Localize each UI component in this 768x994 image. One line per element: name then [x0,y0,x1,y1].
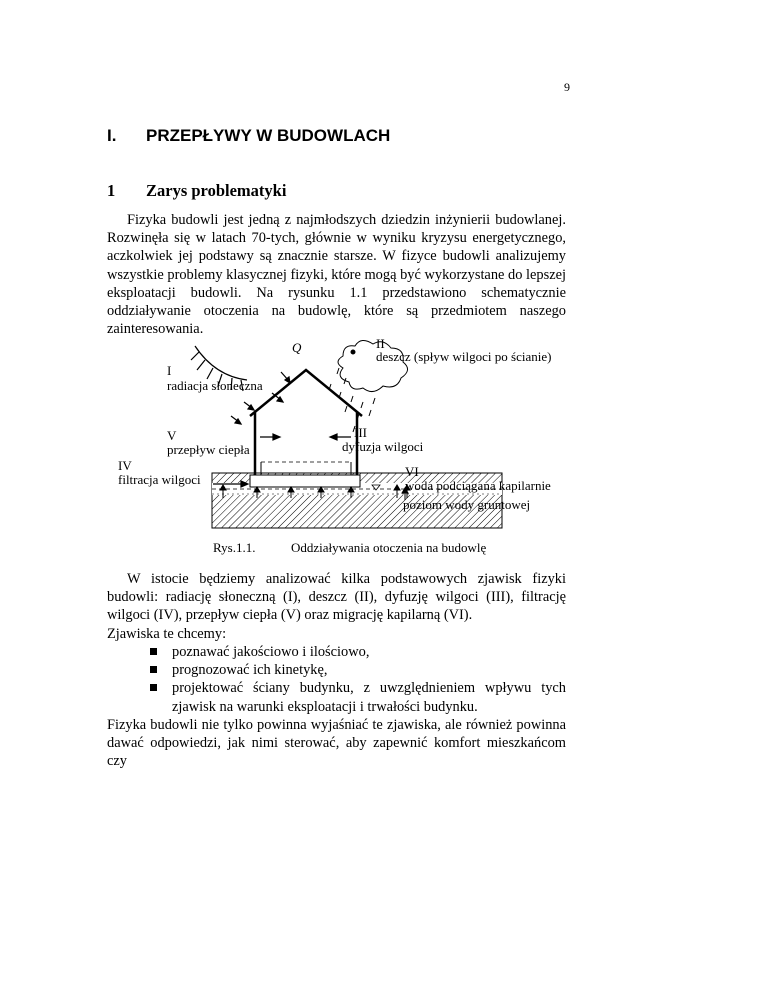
bullet-icon [150,684,157,691]
label-iii-text: dyfuzja wilgoci [342,439,424,454]
list-intro: Zjawiska te chcemy: [107,626,227,642]
list-item-text: poznawać jakościowo i ilościowo, [172,644,370,660]
caption-number: Rys.1.1. [213,540,256,555]
list-item [107,643,566,661]
list-item [107,661,566,679]
bullet-icon [150,648,157,655]
page-number: 9 [564,80,570,94]
label-ii-text: deszcz (spływ wilgoci po ścianie) [376,349,552,364]
paragraph-intro: Fizyka budowli jest jedną z najmłodszych dziedzin inżynierii budowlanej. Rozwinęła się w latach 70-tych, głównie w wyniku kryzysu energetycznego, aczkolwiek jej podstawy są znacznie starsze. W fizyce budowli analizujemy wszystkie problemy klasycznej fizyki, które mogą być wykorzystane do lepszej eksploatacji budowli. Na rysunku 1.1 przedstawiono schematycznie oddziaływanie otoczenia na budowlę, które są przedmiotem naszego zainteresowania. [107,212,566,338]
section-heading [107,181,667,201]
figure-building-diagram [107,338,567,533]
label-v-num: V [167,428,177,443]
paragraph-conclusion: Fizyka budowli nie tylko powinna wyjaśniać te zjawiska, ale również powinna dawać odpowiedzi, jak nimi sterować, aby zapewnić komfort mieszkańcom czy [107,717,566,770]
label-groundwater: poziom wody gruntowej [403,497,531,512]
label-vi-text: woda podciągana kapilarnie [405,478,551,493]
heat-flow-arrow [260,434,280,440]
figure-caption [213,540,486,556]
caption-text: Oddziaływania otoczenia na budowlę [291,540,487,555]
label-iv-text: filtracja wilgoci [118,472,201,487]
label-i-num: I [167,363,172,378]
chapter-heading [107,126,667,146]
chapter-title: PRZEPŁYWY W BUDOWLACH [146,126,391,145]
label-q: Q [292,340,302,355]
list-item-text: projektować ściany budynku, z uwzględnieniem wpływu tych zjawisk na warunki eksploatacji i trwałości budynku. [172,680,566,715]
label-v-text: przepływ ciepła [167,442,250,457]
goals-list [107,643,566,716]
label-i-text: radiacja słoneczna [167,378,263,393]
label-vi-num: VI [405,464,419,479]
list-item [107,679,566,715]
list-item-text: prognozować ich kinetykę, [172,662,328,679]
bullet-icon [150,666,157,673]
section-number: 1 [107,181,116,200]
section-title: Zarys problematyki [146,181,287,200]
label-iv-num: IV [118,458,132,473]
label-iii-num: III [354,425,367,440]
foundation [250,475,360,487]
chapter-number: I. [107,126,117,145]
paragraph-phenomena: W istocie będziemy analizować kilka podstawowych zjawisk fizyki budowli: radiację słoneczną (I), deszcz (II), dyfuzję wilgoci (III), filtrację wilgoci (IV), przepływ ciepła (V) oraz migrację kapilarną (VI). [107,571,566,624]
label-ii-num: II [376,336,385,351]
